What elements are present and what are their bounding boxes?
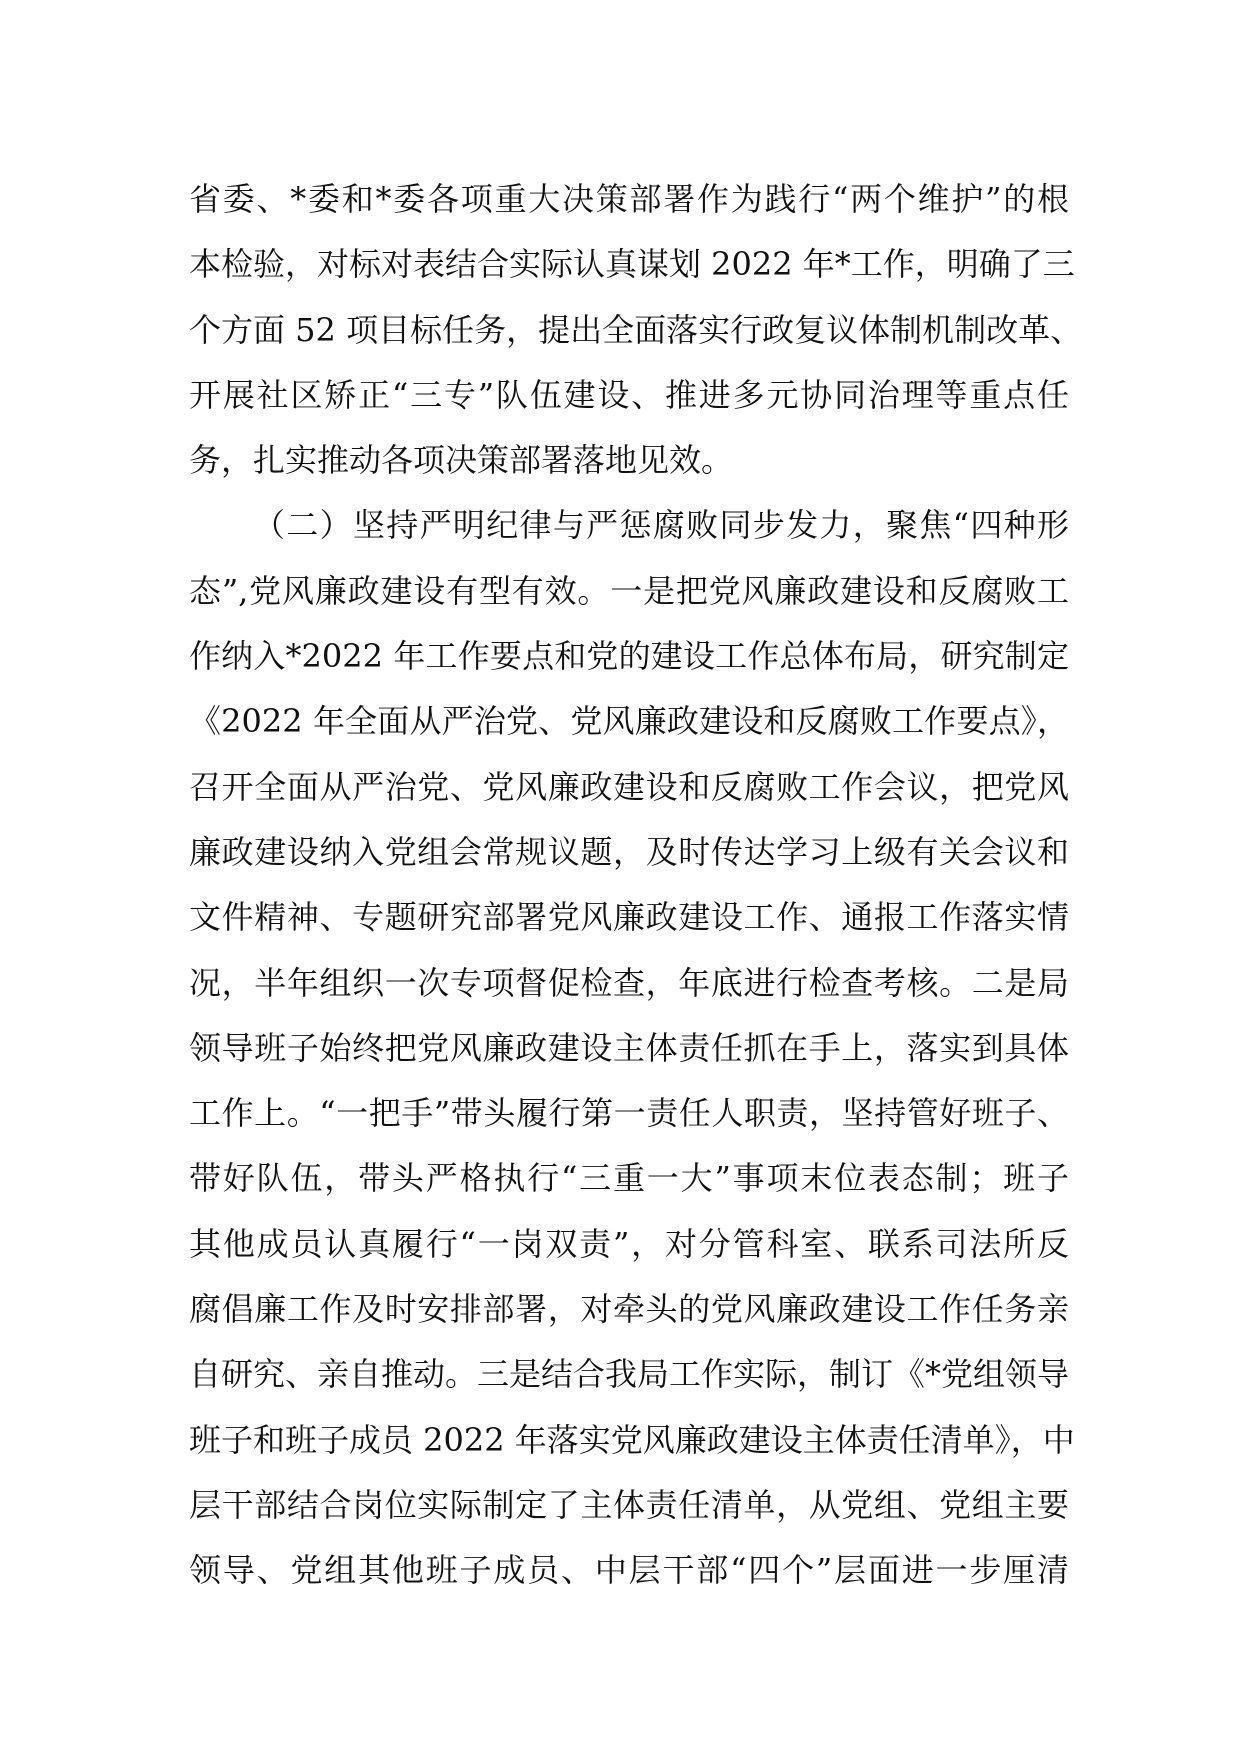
section-heading-line: （二）坚持严明纪律与严惩腐败同步发力，聚焦“四种形 (253, 506, 1069, 545)
text-line: 省委、*委和*委各项重大决策部署作为践行“两个维护”的根 (189, 180, 1069, 218)
text-line: 带好队伍，带头严格执行“三重一大”事项末位表态制；班子 (189, 1159, 1069, 1198)
text-line: 工作上。“一把手”带头履行第一责任人职责，坚持管好班子、 (189, 1094, 1069, 1133)
text-line: 腐倡廉工作及时安排部署，对牵头的党风廉政建设工作任务亲 (189, 1290, 1069, 1329)
text-line: 本检验，对标对表结合实际认真谋划 2022 年*工作，明确了三 (189, 245, 1075, 284)
text-line: 况，半年组织一次专项督促检查，年底进行检查考核。二是局 (189, 963, 1069, 1002)
text-line: 廉政建设纳入党组会常规议题，及时传达学习上级有关会议和 (189, 832, 1069, 871)
text-line: 开展社区矫正“三专”队伍建设、推进多元协同治理等重点任 (189, 375, 1069, 414)
text-line: 领导、党组其他班子成员、中层干部“四个”层面进一步厘清 (189, 1551, 1069, 1590)
text-line: 文件精神、专题研究部署党风廉政建设工作、通报工作落实情 (189, 898, 1069, 937)
text-line: 务，扎实推动各项决策部署落地见效。 (189, 441, 734, 480)
text-line: 个方面 52 项目标任务，提出全面落实行政复议体制机制改革、 (189, 310, 1083, 349)
text-line: 领导班子始终把党风廉政建设主体责任抓在手上，落实到具体 (189, 1028, 1069, 1067)
text-line: 态”,党风廉政建设有型有效。一是把党风廉政建设和反腐败工 (189, 571, 1069, 610)
text-line: 班子和班子成员 2022 年落实党风廉政建设主体责任清单》，中 (189, 1420, 1075, 1459)
text-line: 层干部结合岗位实际制定了主体责任清单，从党组、党组主要 (189, 1485, 1069, 1524)
document-body (189, 167, 1083, 1604)
text-line: 作纳入*2022 年工作要点和党的建设工作总体布局，研究制定 (189, 637, 1069, 676)
text-line: 召开全面从严治党、党风廉政建设和反腐败工作会议，把党风 (189, 767, 1069, 806)
text-line: 自研究、亲自推动。三是结合我局工作实际，制订《*党组领导 (189, 1355, 1070, 1394)
text-line: 其他成员认真履行“一岗双责”，对分管科室、联系司法所反 (189, 1224, 1069, 1263)
text-line: 《2022 年全面从严治党、党风廉政建设和反腐败工作要点》， (189, 702, 1069, 741)
